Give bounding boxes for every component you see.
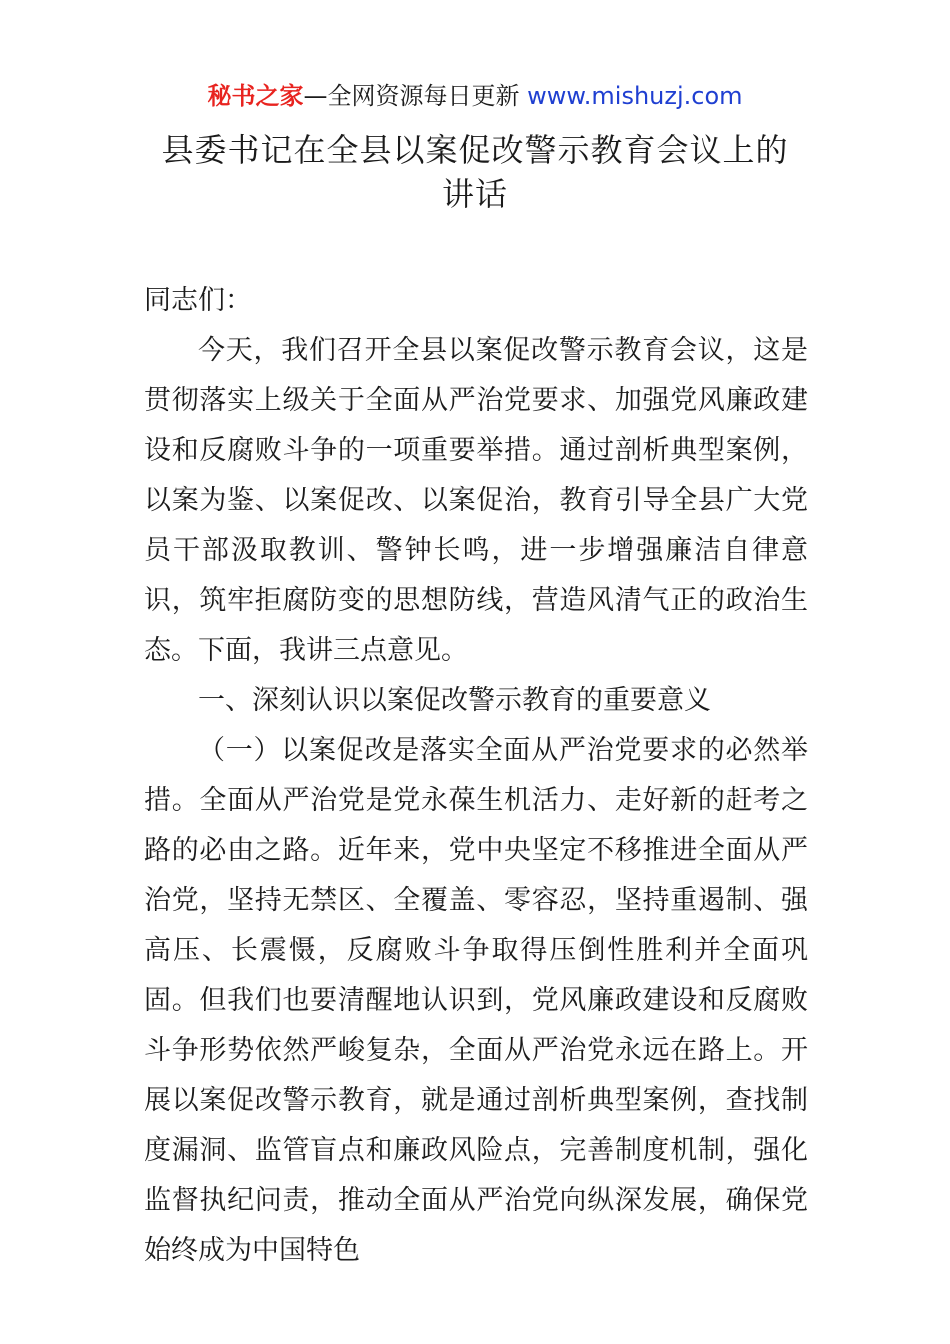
- opening-paragraph: 今天，我们召开全县以案促改警示教育会议，这是贯彻落实上级关于全面从严治党要求、加强党风廉政建设和反腐败斗争的一项重要举措。通过剖析典型案例，以案为鉴、以案促改、以案促治，教育引导全县广大党员干部汲取教训、警钟长鸣，进一步增强廉洁自律意识，筑牢拒腐防变的思想防线，营造风清气正的政治生态。下面，我讲三点意见。: [144, 335, 808, 666]
- site-url-link[interactable]: www.mishuzj.com: [527, 82, 743, 110]
- document-body: [144, 276, 808, 1276]
- section-heading: 一、深刻认识以案促改警示教育的重要意义: [198, 685, 711, 716]
- header-tagline: —全网资源每日更新: [303, 82, 520, 110]
- subsection-paragraph: （一）以案促改是落实全面从严治党要求的必然举措。全面从严治党是党永葆生机活力、走好新的赶考之路的必由之路。近年来，党中央坚定不移推进全面从严治党，坚持无禁区、全覆盖、零容忍，坚持重遏制、强高压、长震慑，反腐败斗争取得压倒性胜利并全面巩固。但我们也要清醒地认识到，党风廉政建设和反腐败斗争形势依然严峻复杂，全面从严治党永远在路上。开展以案促改警示教育，就是通过剖析典型案例，查找制度漏洞、监管盲点和廉政风险点，完善制度机制，强化监督执纪问责，推动全面从严治党向纵深发展，确保党始终成为中国特色: [144, 735, 808, 1266]
- site-header: [0, 80, 950, 112]
- title-line-2: 讲话: [441, 175, 508, 213]
- document-title: [100, 128, 850, 216]
- salutation: 同志们：: [144, 285, 252, 316]
- title-line-1: 县委书记在全县以案促改警示教育会议上的: [161, 131, 789, 169]
- brand-name: 秘书之家: [207, 82, 304, 110]
